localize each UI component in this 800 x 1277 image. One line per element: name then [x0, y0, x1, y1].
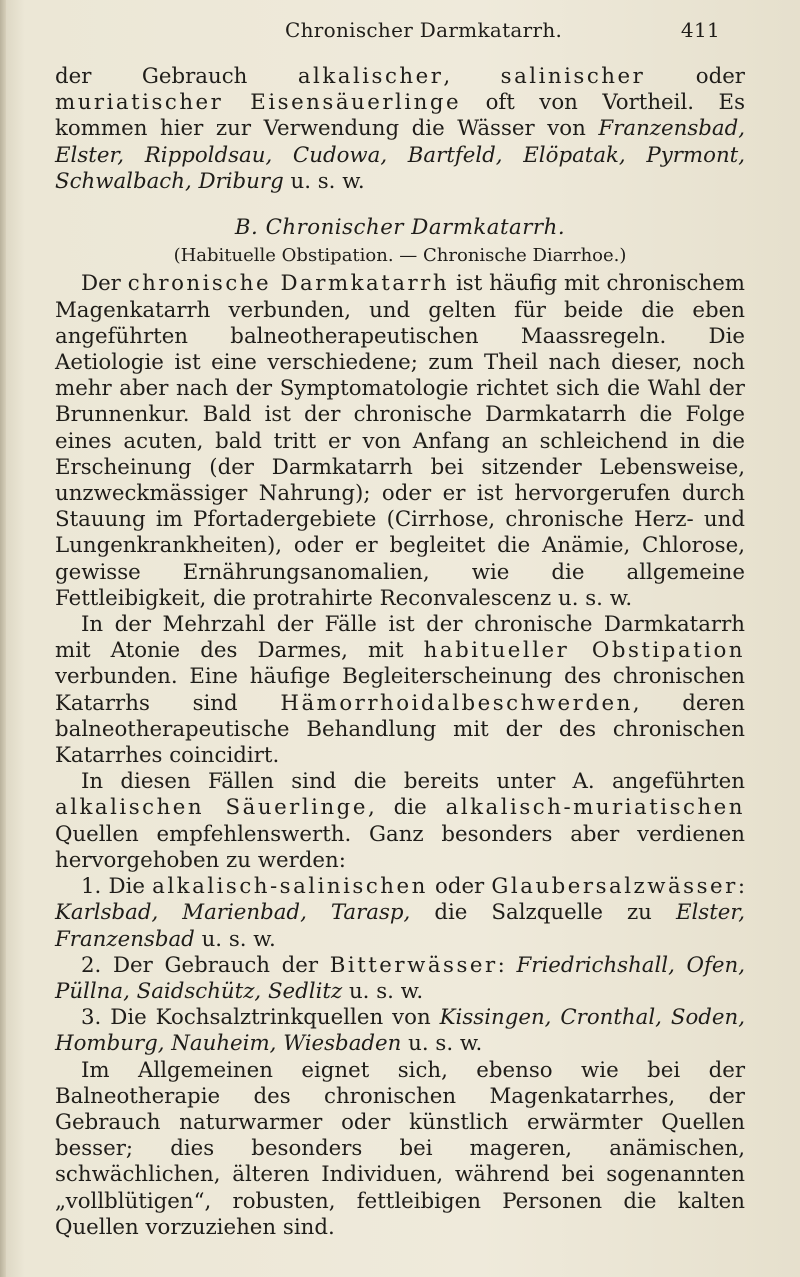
page-body	[55, 64, 745, 1241]
page-edge	[0, 0, 6, 1277]
list-item: 3. Die Kochsalztrinkquellen von Kissingen, Cronthal, Soden, Homburg, Nauheim, Wiesbaden u. s. w.	[55, 1005, 745, 1057]
paragraph: In der Mehrzahl der Fälle ist der chronische Darmkatarrh mit Atonie des Darmes, mit habitueller Obstipation verbunden. Eine häufige Begleiterscheinung des chronischen Katarrhs sind Hämorrhoidalbeschwerden, deren balneotherapeutische Behandlung mit der des chronischen Katarrhes coincidirt.	[55, 612, 746, 769]
spring-list	[55, 874, 745, 1057]
header-title: Chronischer Darmkatarrh.	[285, 18, 563, 42]
paragraph: Der chronische Darmkatarrh ist häufig mit chronischem Magenkatarrh verbunden, und gelten für beide die eben angeführten balneotherapeutischen Maassregeln. Die Aetiologie ist eine verschiedene; zum Theil nach dieser, noch mehr aber nach der Symptomatologie richtet sich die Wahl der Brunnenkur. Bald ist der chronische Darmkatarrh die Folge eines acuten, bald tritt er von Anfang an schleichend in die Erscheinung (der Darmkatarrh bei sitzender Lebensweise, unzweckmässiger Nahrung); oder er ist hervorgerufen durch Stauung im Pfortadergebiete (Cirrhose, chronische Herz- und Lungenkrankheiten), oder er begleitet die Anämie, Chlorose, gewisse Ernährungsanomalien, wie die allgemeine Fettleibigkeit, die protrahirte Reconvalescenz u. s. w.	[55, 271, 745, 611]
list-item: 1. Die alkalisch-salinischen oder Glaubersalzwässer: Karlsbad, Marienbad, Tarasp, die Salzquelle zu Elster, Franzensbad u. s. w.	[55, 874, 745, 952]
paragraph-continuation: der Gebrauch alkalischer, salinischer oder muriatischer Eisensäuerlinge oft von Vortheil. Es kommen hier zur Verwendung die Wässer von Franzensbad, Elster, Rippoldsau, Cudowa, Bartfeld, Elöpatak, Pyrmont, Schwalbach, Driburg u. s. w.	[55, 64, 745, 194]
section-heading: B. Chronischer Darmkatarrh.	[234, 215, 566, 241]
paragraph: In diesen Fällen sind die bereits unter A. angeführten alkalischen Säuerlinge, die alkalisch-muriatischen Quellen empfehlenswerth. Ganz besonders aber verdienen hervorgehoben zu werden:	[55, 769, 746, 873]
paragraph: Im Allgemeinen eignet sich, ebenso wie bei der Balneotherapie des chronischen Magenkatarrhes, der Gebrauch naturwarmer oder künstlich erwärmter Quellen besser; dies besonders bei mageren, anämischen, schwächlichen, älteren Individuen, während bei sogenannten „vollblütigen“, robusten, fettleibigen Personen die kalten Quellen vorzuziehen sind.	[55, 1057, 745, 1240]
page-number: 411	[680, 18, 720, 42]
list-item: 2. Der Gebrauch der Bitterwässer: Friedrichshall, Ofen, Püllna, Saidschütz, Sedlitz u. s. w.	[55, 952, 745, 1004]
section-subheading: (Habituelle Obstipation. — Chronische Diarrhoe.)	[173, 245, 627, 267]
